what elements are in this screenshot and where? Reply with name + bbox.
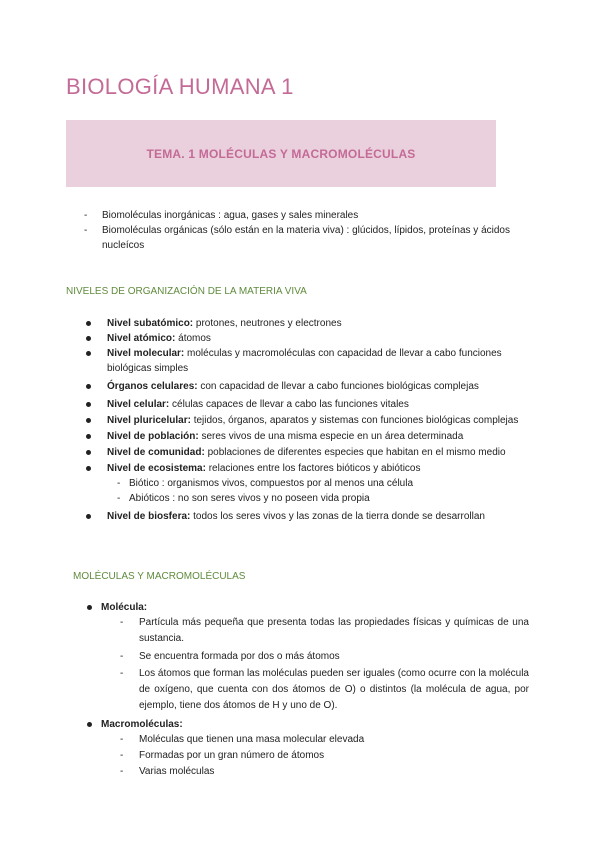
list-item: Nivel celular: células capaces de llevar a cabo las funciones vitales: [0, 397, 577, 412]
macro-sublist: [101, 732, 600, 780]
list-item: - Biomoléculas inorgánicas : agua, gases y sales minerales: [84, 210, 359, 221]
list-item: Nivel de población: seres vivos de una misma especie en un área determinada: [0, 429, 577, 444]
list-item: - Moléculas que tienen una masa molecular elevada: [120, 734, 365, 745]
bullet-icon: [86, 321, 91, 326]
list-item: Nivel molecular: moléculas y macromoléculas con capacidad de llevar a cabo funciones biológicas simples: [0, 346, 507, 376]
bullet-icon: [87, 605, 92, 610]
topic-title: TEMA. 1 MOLÉCULAS Y MACROMOLÉCULAS: [146, 146, 416, 161]
list-item: - Formadas por un gran número de átomos: [120, 750, 325, 761]
molecule-sublist: [101, 615, 600, 714]
document-title: BIOLOGÍA HUMANA 1: [66, 74, 294, 99]
list-item: Nivel de ecosistema: relaciones entre los factores bióticos y abióticos - Biótico : organismos vivos, compuestos por al menos una célula - Abióticos : no son seres vivos y no poseen vida propia: [0, 461, 577, 506]
list-item: - Partícula más pequeña que presenta todas las propiedades físicas y químicas de una sustancia.: [120, 617, 529, 644]
list-item: Nivel de comunidad: poblaciones de diferentes especies que habitan en el mismo medio: [0, 445, 577, 460]
bullet-icon: [86, 514, 91, 519]
list-item: - Biomoléculas orgánicas (sólo están en la materia viva) : glúcidos, lípidos, proteínas y ácidos nucleícos: [84, 225, 510, 251]
list-item: Macromoléculas: - Moléculas que tienen una masa molecular elevada - Formadas por un gran número de átomos - Varias moléculas: [0, 717, 600, 780]
list-item: Nivel de biosfera: todos los seres vivos y las zonas de la tierra donde se desarrollan: [0, 509, 577, 524]
list-item: - Se encuentra formada por dos o más átomos: [120, 651, 340, 662]
list-item: Nivel pluricelular: tejidos, órganos, aparatos y sistemas con funciones biológicas complejas: [0, 413, 577, 428]
bullet-icon: [86, 336, 91, 341]
bullet-icon: [86, 450, 91, 455]
list-item: Nivel subatómico: protones, neutrones y electrones: [0, 316, 577, 331]
ecosystem-sublist: [107, 476, 577, 506]
list-item: - Abióticos : no son seres vivos y no poseen vida propia: [117, 493, 370, 504]
list-item: Órganos celulares: con capacidad de llevar a cabo funciones biológicas complejas: [0, 379, 577, 394]
molecules-list: [0, 600, 600, 780]
bullet-icon: [86, 466, 91, 471]
list-item: - Biótico : organismos vivos, compuestos por al menos una célula: [117, 478, 414, 489]
levels-list: [0, 316, 600, 524]
molecules-heading: MOLÉCULAS Y MACROMOLÉCULAS: [73, 571, 246, 582]
list-item: Nivel atómico: átomos: [0, 331, 577, 346]
bullet-icon: [86, 384, 91, 389]
list-item: - Varias moléculas: [120, 766, 215, 777]
list-item: Molécula: - Partícula más pequeña que presenta todas las propiedades físicas y químicas de una sustancia. - Se encuentra formada por dos o más átomos - Los átomos que forman las moléculas pueden ser iguales (como ocurre con la molécula de oxígeno, que cuenta con dos átomos de O) o distintos (la molécula de agua, por ejemplo, tiene dos átomos de H y uno de O).: [0, 600, 600, 714]
levels-section: [0, 316, 600, 524]
molecules-section: [0, 600, 600, 780]
list-item: - Los átomos que forman las moléculas pueden ser iguales (como ocurre con la molécula de oxígeno, que cuenta con dos átomos de O) o distintos (la molécula de agua, por ejemplo, tiene dos átomos de H y uno de O).: [120, 668, 529, 711]
bullet-icon: [87, 722, 92, 727]
levels-heading: NIVELES DE ORGANIZACIÓN DE LA MATERIA VIVA: [66, 286, 307, 297]
intro-list: [0, 208, 600, 253]
bullet-icon: [86, 351, 91, 356]
bullet-icon: [86, 402, 91, 407]
topic-banner: [66, 120, 496, 187]
intro-section: [0, 208, 600, 253]
bullet-icon: [86, 434, 91, 439]
bullet-icon: [86, 418, 91, 423]
